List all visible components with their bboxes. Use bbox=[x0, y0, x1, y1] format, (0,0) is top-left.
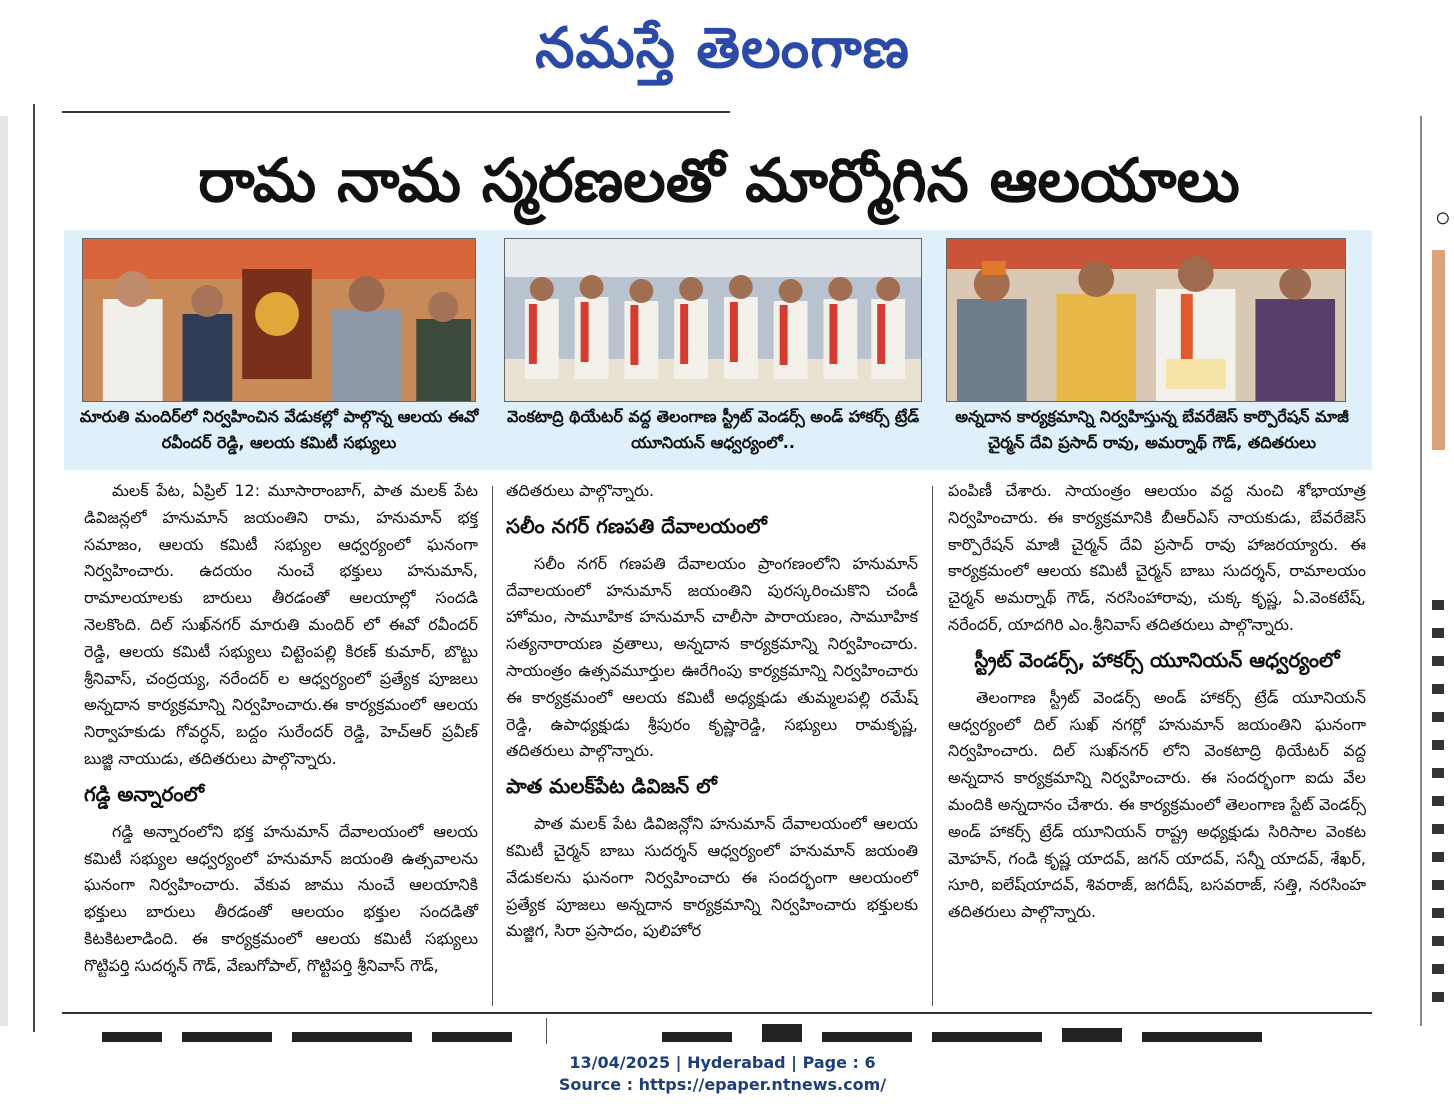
right-border-rule bbox=[1420, 116, 1422, 1026]
article-headline: రామ నామ స్మరణలతో మార్మోగిన ఆలయాలు bbox=[198, 146, 1240, 216]
paragraph-old-malakpet: పాత మలక్ పేట డివిజన్లోని హనుమాన్ దేవాలయంలో ఆలయ కమిటీ చైర్మన్ బాబు సుదర్శన్ ఆధ్వర్యంలో హనుమాన్ జయంతి వేడుకలను ఘనంగా నిర్వహించారు ఈ సందర్భంగా ఆలయంలో ప్రత్యేక పూజలు అన్నదాన కార్యక్రమాన్ని నిర్వహించారు భక్తులకు మజ్జిగ, సిరా ప్రసాదం, పులిహోర bbox=[506, 814, 918, 941]
paragraph-shobha-yatra: పంపిణీ చేశారు. సాయంత్రం ఆలయం వద్ద నుంచి శోభాయాత్ర నిర్వహించారు. ఈ కార్యక్రమానికి బీఆర్ఎస్ నాయకుడు, బేవరేజెస్ కార్పొరేషన్ మాజీ చైర్మన్ దేవి ప్రసాద్ రావు హాజరయ్యారు. ఈ కార్యక్రమంలో ఆలయ కమిటీ చైర్మన్ బాబు సుదర్శన్, రామాలయం చైర్మన్ అమర్నాథ్ గౌడ్, నరసింహారావు, చుక్క కృష్ణ, ఏ.వెంకటేష్, నరేందర్, యాదగిరి ఎం.శ్రీనివాస్ తదితరులు పాల్గొన్నారు. bbox=[948, 481, 1366, 634]
subheading-street-vendors: స్ట్రీట్ వెండర్స్, హాకర్స్ యూనియన్ ఆధ్వర్యంలో bbox=[974, 647, 1340, 672]
paragraph-gaddi-annaram: గడ్డి అన్నారంలోని భక్త హనుమాన్ దేవాలయంలో ఆలయ కమిటీ సభ్యుల ఆధ్వర్యంలో హనుమాన్ జయంతి ఉత్సవాలను ఘనంగా నిర్వహించారు. వేకువ జాము నుంచే ఆలయానికి భక్తులు బారులు తీరడంతో ఆలయం భక్తుల సందడితో కిటకిటలాడింది. ఈ కార్యక్రమంలో ఆలయ కమిటీ సభ్యులు గొట్టిపర్తి సుదర్శన్ గౌడ్, వేణుగోపాల్, గొట్టిపర్తి శ్రీనివాస్ గౌడ్, bbox=[84, 821, 478, 975]
photo-caption-2: వెంకటాద్రి థియేటర్ వద్ద తెలంగాణ స్ట్రీట్ వెండర్స్ అండ్ హాకర్స్ ట్రేడ్ యూనియన్ ఆధ్వర్యంలో.. bbox=[506, 407, 920, 452]
adjacent-page-edge-char: ◦ bbox=[1432, 200, 1454, 240]
column-divider-2 bbox=[932, 486, 933, 1006]
subheading-gaddi-annaram: గడ్డి అన్నారంలో bbox=[84, 781, 205, 806]
photo-annadanam-devi-prasad bbox=[946, 238, 1346, 402]
paragraph-saleem-nagar: సలీం నగర్ గణపతి దేవాలయం ప్రాంగణంలోని హనుమాన్ దేవాలయంలో హనుమాన్ జయంతిని పురస్కరించుకొని చండీ హోమం, సామూహిక హనుమాన్ చాలీసా పారాయణం, సామూహిక సత్యనారాయణ వ్రతాలు, అన్నదాన కార్యక్రమాన్ని నిర్వహించారు. సాయంత్రం ఉత్సవమూర్తుల ఊరేగింపు కార్యక్రమాన్ని నిర్వహించారు ఈ కార్యక్రమంలో ఆలయ కమిటీ అధ్యక్షుడు తుమ్మలపల్లి రమేష్ రెడ్డి, ఉపాధ్యక్షుడు శ్రీపురం కృష్ణారెడ్డి, సభ్యులు రామకృష్ణ, తదితరులు పాల్గొన్నారు. bbox=[506, 553, 918, 761]
adjacent-page-edge-left bbox=[0, 116, 8, 1026]
paragraph-continuation: తదితరులు పాల్గొన్నారు. bbox=[506, 481, 655, 500]
photo-block-2 bbox=[494, 230, 932, 470]
photo-temple-maruti-mandir bbox=[82, 238, 476, 402]
top-rule bbox=[62, 111, 730, 113]
bottom-rule bbox=[62, 1012, 1372, 1014]
newspaper-masthead: నమస్తే తెలంగాణ bbox=[535, 15, 910, 81]
left-border-rule bbox=[33, 104, 35, 1032]
adjacent-page-edge-photo bbox=[1432, 250, 1445, 450]
article-column-2 bbox=[506, 478, 918, 945]
article-column-3 bbox=[948, 478, 1366, 926]
footer-date-location: 13/04/2025 | Hyderabad | Page : 6 bbox=[569, 1053, 876, 1072]
photo-caption-1: మారుతి మందిర్‌లో నిర్వహించిన వేడుకల్లో పాల్గొన్న ఆలయ ఈవో రవీందర్ రెడ్డి, ఆలయ కమిటీ సభ్యులు bbox=[79, 407, 479, 452]
photo-caption-3: అన్నదాన కార్యక్రమాన్ని నిర్వహిస్తున్న బేవరేజెస్ కార్పొరేషన్ మాజీ చైర్మన్ దేవి ప్రసాద్ రావు, అమర్నాథ్ గౌడ్, తదితరులు bbox=[955, 407, 1349, 452]
photo-annadanam-venkatadri bbox=[504, 238, 922, 402]
subheading-old-malakpet: పాత మలక్‌పేట డివిజన్ లో bbox=[506, 774, 717, 799]
column-divider-1 bbox=[492, 486, 493, 1006]
page-footer bbox=[0, 1052, 1445, 1096]
next-article-headline-cropped bbox=[62, 1018, 1372, 1044]
subheading-saleem-nagar: సలీం నగర్ గణపతి దేవాలయంలో bbox=[506, 513, 767, 538]
paragraph-intro: మలక్ పేట, ఏప్రిల్ 12: మూసారాంబాగ్, పాత మలక్ పేట డివిజన్లలో హనుమాన్ జయంతిని రామ, హనుమాన్ భక్త సమాజం, ఆలయ కమిటీ సభ్యుల ఆధ్వర్యంలో ఘనంగా నిర్వహించారు. ఉదయం నుంచే భక్తులు హనుమాన్, రామాలయాలకు బారులు తీరడంతో ఆలయాల్లో సందడి నెలకొంది. దిల్ సుఖ్‌నగర్ మారుతి మందిర్ లో ఈవో రవీందర్ రెడ్డి, ఆలయ కమిటీ సభ్యులు చిట్టెంపల్లి కిరణ్ కుమార్, బొట్టు శ్రీనివాస్, చంద్రయ్య, నరేందర్ ల ఆధ్వర్యంలో ప్రత్యేక పూజలు అన్నదాన కార్యక్రమాన్ని నిర్వహించారు.ఈ కార్యక్రమంలో ఆలయ నిర్వాహకుడు గోవర్ధన్, బద్దం సురేందర్ రెడ్డి, హెచ్‌ఆర్ ప్రవీణ్ బుజ్జి నాయుడు, తదితరులు పాల్గొన్నారు. bbox=[84, 481, 478, 768]
adjacent-page-edge-text bbox=[1426, 590, 1445, 1030]
photo-block-3 bbox=[932, 230, 1372, 470]
photo-block-1 bbox=[64, 230, 494, 470]
footer-source-link[interactable]: Source : https://epaper.ntnews.com/ bbox=[558, 1075, 887, 1094]
paragraph-street-vendors: తెలంగాణ స్ట్రీట్ వెండర్స్ అండ్ హాకర్స్ ట్రేడ్ యూనియన్ ఆధ్వర్యంలో దిల్ సుఖ్ నగర్లో హనుమాన్ జయంతిని ఘనంగా నిర్వహించారు. దిల్ సుఖ్‌నగర్ లోని వెంకటాద్రి థియేటర్ వద్ద అన్నదాన కార్యక్రమాన్ని నిర్వహించారు. ఈ సందర్భంగా ఐదు వేల మందికి అన్నదానం చేశారు. ఈ కార్యక్రమంలో తెలంగాణ స్టేట్ వెండర్స్ అండ్ హాకర్స్ ట్రేడ్ యూనియన్ రాష్ట్ర అధ్యక్షుడు సిరిసాల వెంకట మోహన్, గండి కృష్ణ యాదవ్, జగన్ యాదవ్, సన్నీ యాదవ్, శేఖర్, సూరి, ఐలేష్‌యాదవ్, శివరాజ్, జగదీష్, బసవరాజ్, సత్తి, నరసింహ తదితరులు పాల్గొన్నారు. bbox=[948, 687, 1366, 922]
article-column-1 bbox=[84, 478, 478, 980]
